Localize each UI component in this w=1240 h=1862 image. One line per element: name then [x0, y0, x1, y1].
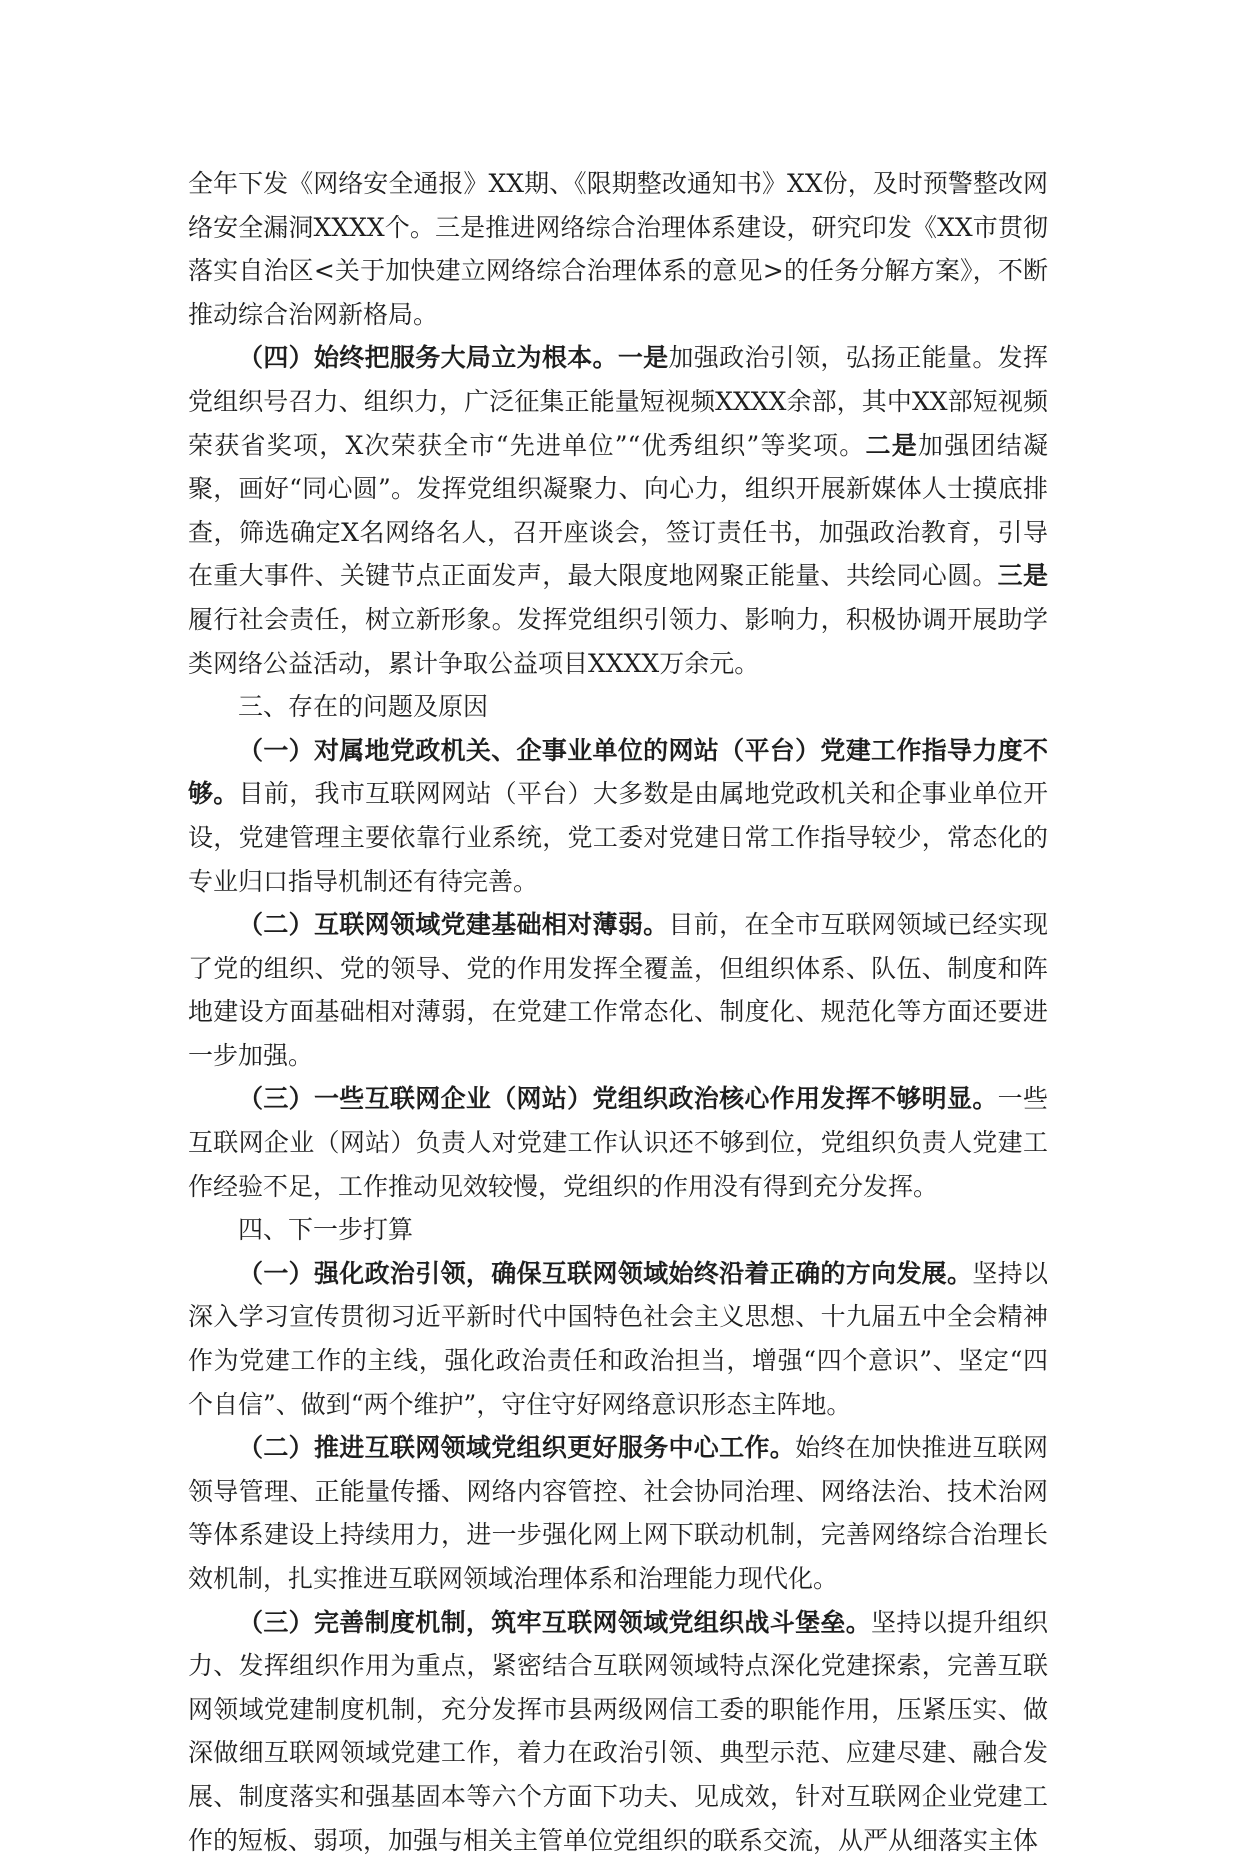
paragraph-problem-1: [188, 729, 1048, 903]
paragraph-lead: （一）对属地党政机关、企事业单位的网站（平台）党建工作指导力度不够。: [188, 735, 1048, 809]
paragraph-lead: （三）完善制度机制，筑牢互联网领域党组织战斗堡垒。: [238, 1607, 872, 1637]
paragraph-text: 目前，我市互联网网站（平台）大多数是由属地党政机关和企事业单位开设，党建管理主要依靠行业系统，党工委对党建日常工作指导较少，常态化的专业归口指导机制还有待完善。: [188, 779, 1048, 896]
point-one-text: 加强政治引领，弘扬正能量。发挥党组织号召力、组织力，广泛征集正能量短视频XXXX余部，其中XX部短视频荣获省奖项，X次荣获全市“先进单位”“优秀组织”等奖项。: [188, 343, 1048, 460]
section-heading-next-steps: 四、下一步打算: [238, 1215, 414, 1245]
paragraph-problem-2: [188, 903, 1048, 1077]
paragraph-lead: （一）强化政治引领，确保互联网领域始终沿着正确的方向发展。: [238, 1258, 973, 1288]
point-three-lead: 三是: [997, 561, 1048, 591]
point-three-text: 履行社会责任，树立新形象。发挥党组织引领力、影响力，积极协调开展助学类网络公益活动，累计争取公益项目XXXX万余元。: [188, 604, 1048, 678]
paragraph-text: 坚持以深入学习宣传贯彻习近平新时代中国特色社会主义思想、十九届五中全会精神作为党建工作的主线，强化政治责任和政治担当，增强“四个意识”、坚定“四个自信”、做到“两个维护”，守住守好网络意识形态主阵地。: [188, 1258, 1048, 1419]
point-two-text: 加强团结凝聚，画好“同心圆”。发挥党组织凝聚力、向心力，组织开展新媒体人士摸底排查，筛选确定X名网络名人，召开座谈会，签订责任书，加强政治教育，引导在重大事件、关键节点正面发声，最大限度地网聚正能量、共绘同心圆。: [188, 430, 1048, 591]
paragraph-lead: （二）互联网领域党建基础相对薄弱。: [238, 910, 669, 940]
paragraph-lead: （四）始终把服务大局立为根本。: [238, 343, 618, 373]
paragraph-text: 全年下发《网络安全通报》XX期、《限期整改通知书》XX份，及时预警整改网络安全漏洞XXXX个。三是推进网络综合治理体系建设，研究印发《XX市贯彻落实自治区<关于加快建立网络综合治理体系的意见>的任务分解方案》，不断推动综合治网新格局。: [188, 169, 1048, 329]
paragraph-text: 一些互联网企业（网站）负责人对党建工作认识还不够到位，党组织负责人党建工作经验不足，工作推动见效较慢，党组织的作用没有得到充分发挥。: [188, 1084, 1048, 1201]
paragraph-plan-2: [188, 1426, 1048, 1600]
paragraph-plan-3: [188, 1601, 1048, 1862]
paragraph-lead: （二）推进互联网领域党组织更好服务中心工作。: [238, 1433, 796, 1463]
paragraph-text: 始终在加快推进互联网领导管理、正能量传播、网络内容管控、社会协同治理、网络法治、技术治网等体系建设上持续用力，进一步强化网上网下联动机制，完善网络综合治理长效机制，扎实推进互联网领域治理体系和治理能力现代化。: [188, 1433, 1048, 1593]
paragraph-lead: （三）一些互联网企业（网站）党组织政治核心作用发挥不够明显。: [238, 1084, 998, 1114]
point-one-lead: 一是: [617, 343, 669, 373]
paragraph-section-4: [188, 336, 1048, 685]
paragraph-problem-3: [188, 1077, 1048, 1208]
document-page: [188, 162, 1048, 1862]
point-two-lead: 二是: [865, 430, 918, 460]
paragraph-plan-1: [188, 1252, 1048, 1426]
paragraph-text: 坚持以提升组织力、发挥组织作用为重点，紧密结合互联网领域特点深化党建探索，完善互联网领域党建制度机制，充分发挥市县两级网信工委的职能作用，压紧压实、做深做细互联网领域党建工作，着力在政治引领、典型示范、应建尽建、融合发展、制度落实和强基固本等六个方面下功夫、见成效，针对互联网企业党建工作的短板、弱项，加强与相关主管单位党组织的联系交流，从严从细落实主体: [188, 1607, 1048, 1855]
section-heading-problems: 三、存在的问题及原因: [238, 692, 489, 722]
paragraph-continuation: [188, 162, 1048, 336]
paragraph-text: 目前，在全市互联网领域已经实现了党的组织、党的领导、党的作用发挥全覆盖，但组织体系、队伍、制度和阵地建设方面基础相对薄弱，在党建工作常态化、制度化、规范化等方面还要进一步加强。: [188, 910, 1048, 1070]
